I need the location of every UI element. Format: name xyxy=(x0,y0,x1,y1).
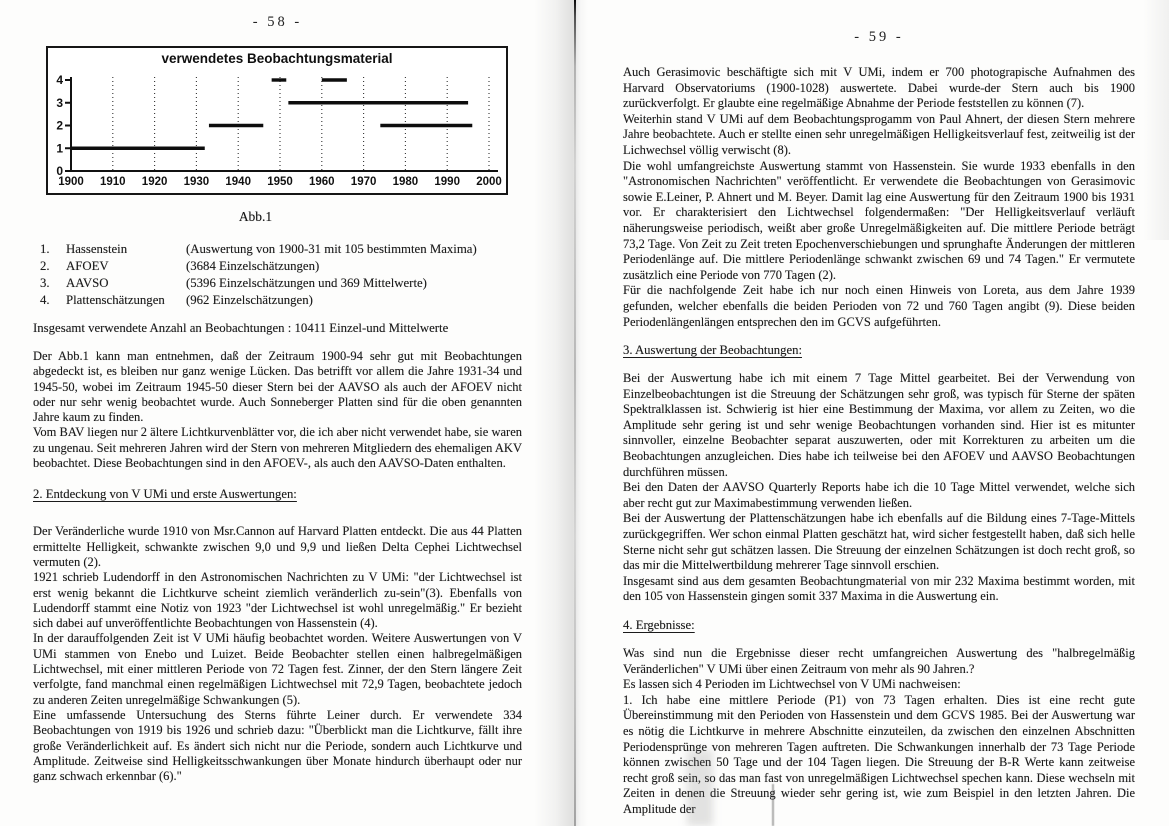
paragraph: Der Veränderliche wurde 1910 von Msr.Cannon auf Harvard Platten entdeckt. Die aus 44 Platten ermittelte Helligkeit, schwankte zwischen 9,0 und 9,9 und ließen Delta Cephei Lichtwechsel vermuten (2). xyxy=(33,524,522,569)
paragraph: 1. Ich habe eine mittlere Periode (P1) von 73 Tagen erhalten. Dies ist eine recht gute Übereinstimmung mit den Perioden von Hassenstein und dem GCVS 1985. Bei der Auswertung war es nötig die Lichtkurve in mehrere Abschnitte einzuteilen, da zwischen den einzelnen Abschnitten Periodensprünge von mehreren Tagen auftreten. Die Schwankungen innerhalb der 73 Tage Periode können zwischen 50 Tage und der 104 Tagen liegen. Die Streuung der B-R Werte kann zeitweise recht groß sein, so das man fast von unregelmäßigen Lichtwechsel spechen kann. Diese wechseln mit Zeiten in denen die Streuung wieder sehr gering ist, wie zum Beispiel in den letzten Jahren. Die Amplitude der xyxy=(623,692,1135,816)
scan-edge-shade xyxy=(1143,0,1169,240)
svg-text:2: 2 xyxy=(56,118,63,133)
section-4-heading: 4. Ergebnisse: xyxy=(623,618,695,632)
svg-text:1940: 1940 xyxy=(225,176,251,188)
paragraph: Die wohl umfangreichste Auswertung stammt von Hassenstein. Sie wurde 1933 ebenfalls in den "Astronomischen Nachrichten" veröffentlicht. Er verwendete die Beobachtungen von Gerasimovic sowie E.Leiner, P. Ahnert und M. Beyer. Damit lag eine Auswertung für den Zeitraum 1900 bis 1931 vor. Er charakterisiert den Lichtwechsel folgendermaßen: "Der Helligkeitsverlauf verläuft näherungsweise periodisch, weißt aber große Unregelmäßigkeiten auf. Die mittlere Periode beträgt 73,2 Tage. Von Zeit zu Zeit treten Epochenverschiebungen und sprunghafte Änderungen der mittleren Periodenlänge auf. Die mittlere Periodenlänge schwankt zwischen 69 und 74 Tagen." Er vermutete zusätzlich eine Periode von 770 Tagen (2). xyxy=(623,158,1135,282)
left-paragraph-block-1 xyxy=(33,349,522,471)
chart-title: verwendetes Beobachtungsmaterial xyxy=(161,51,393,66)
figure-abb1-chart xyxy=(46,46,508,195)
section-2-heading: 2. Entdeckung von V UMi und erste Auswertungen: xyxy=(33,487,297,502)
observations-total-line: Insgesamt verwendete Anzahl an Beobachtungen : 10411 Einzel-und Mittelwerte xyxy=(33,321,449,335)
chart-x-tick-labels xyxy=(58,176,502,188)
chart-y-tick-labels xyxy=(56,73,63,178)
svg-text:1950: 1950 xyxy=(267,176,293,188)
svg-text:1920: 1920 xyxy=(141,176,168,188)
legend-number: 4. xyxy=(40,293,50,307)
legend-description: (962 Einzelschätzungen) xyxy=(186,293,313,307)
section-3-heading: 3. Auswertung der Beobachtungen: xyxy=(623,343,802,358)
svg-text:1930: 1930 xyxy=(183,176,210,188)
svg-text:1970: 1970 xyxy=(350,176,377,188)
page-number-left: - 58 - xyxy=(252,14,303,30)
legend-source: AAVSO xyxy=(66,276,109,290)
svg-text:1980: 1980 xyxy=(392,176,419,188)
figure-legend-list xyxy=(33,241,522,309)
right-paragraph-block-3 xyxy=(623,646,1135,818)
paragraph: Was sind nun die Ergebnisse dieser recht umfangreichen Auswertung des "halbregelmäßig Veränderlichen" V UMi über einen Zeitraum von mehr als 90 Jahren.? xyxy=(623,646,1135,676)
svg-text:1960: 1960 xyxy=(309,176,335,188)
right-paragraph-block-2 xyxy=(623,371,1135,605)
paragraph: Bei der Auswertung habe ich mit einem 7 Tage Mittel gearbeitet. Bei der Verwendung von Einzelbeobachtungen ist die Streuung der Schätzungen sehr groß, was typisch für Sterne der späten Spektralklassen ist. Schwierig ist hier eine Bestimmung der Maxima, vor allem zu Zeiten, wo die Amplitude sehr gering ist und sehr wenige Beobachtungen vorhanden sind. Hier ist es mitunter sinnvoller, einzelne Beobachter separat auszuwerten, oder mit Korrekturen zu arbeiten um die Beobachtungen anzugleichen. Dies habe ich teilweise bei den AFOEV und AAVSO Beobachtungen durchführen müssen. xyxy=(623,371,1135,479)
right-paragraph-block-1 xyxy=(623,65,1135,330)
page-number-right: - 59 - xyxy=(854,29,904,45)
paragraph: Auch Gerasimovic beschäftigte sich mit V UMi, indem er 700 photograpische Aufnahmen des Harvard Observatoriums (1900-1028) auswertete. Dabei wurde-der Stern auch bis 1900 zurückverfolgt. Er glaubte eine regelmäßige Abnahme der Periode feststellen zu können (7). xyxy=(623,65,1135,111)
paragraph: Bei der Auswertung der Plattenschätzungen habe ich ebenfalls auf die Bildung eines 7-Tage-Mittels zurückgegriffen. Wer schon einmal Platten geschätzt hat, wird sicher festgestellt haben, daß sich helle Sterne nicht sehr gut schätzen lassen. Die Streuung der einzelnen Schätzungen ist doch recht groß, so das mir die Mittelwertbildung mehrerer Tage sinnvoll erschien. xyxy=(623,511,1135,573)
page-58 xyxy=(33,0,522,784)
svg-text:1910: 1910 xyxy=(100,176,126,188)
paragraph: Weiterhin stand V UMi auf dem Beobachtungsprogamm von Paul Ahnert, der diesen Stern mehrere Jahre beobachtete. Auch er stellte einen sehr unregelmäßigen Helligkeitsverlauf fest, zeitweilig ist der Lichwechsel völlig verwischt (8). xyxy=(623,111,1135,157)
legend-description: (3684 Einzelschätzungen) xyxy=(186,259,320,273)
legend-number: 2. xyxy=(40,259,50,273)
paragraph: Für die nachfolgende Zeit habe ich nur noch einen Hinweis von Loreta, aus dem Jahre 1939 gefunden, welcher ebenfalls die beiden Perioden von 72 und 760 Tagen angibt (9). Diese beiden Periodenlängenlängen entsprechen den im GCVS aufgeführten. xyxy=(623,283,1135,329)
page-fold-line xyxy=(574,0,576,826)
paragraph: Bei den Daten der AAVSO Quarterly Reports habe ich die 10 Tage Mittel verwendet, welche sich aber recht gut zur Maximabestimmung verwenden ließen. xyxy=(623,480,1135,510)
svg-text:2000: 2000 xyxy=(476,176,502,188)
page-59 xyxy=(623,0,1135,818)
svg-text:1990: 1990 xyxy=(434,176,460,188)
legend-source: AFOEV xyxy=(66,259,109,273)
legend-source: Hassenstein xyxy=(66,242,128,256)
legend-source: Plattenschätzungen xyxy=(66,293,165,307)
legend-item xyxy=(33,258,522,275)
legend-item xyxy=(33,275,522,292)
svg-text:4: 4 xyxy=(56,73,63,87)
paragraph: Eine umfassende Untersuchung des Sterns führte Leiner durch. Er verwendete 334 Beobachtungen von 1919 bis 1926 und schrieb dazu: "Überblickt man die Lichtkurve, fällt ihre große Veränderlichkeit auf. Es ändert sich nicht nur die Periode, sondern auch Lichtkurve und Amplitude. Zeitweise sind Helligkeitsschwankungen über Monate hindurch überhaupt oder nur ganz schwach erkennbar (6)." xyxy=(33,707,522,784)
legend-description: (5396 Einzelschätzungen und 369 Mittelwerte) xyxy=(186,276,427,290)
legend-number: 3. xyxy=(40,276,50,290)
svg-text:1: 1 xyxy=(56,141,63,156)
chart-plot-area xyxy=(48,48,506,193)
svg-text:0: 0 xyxy=(56,164,63,178)
paragraph: 1921 schrieb Ludendorff in den Astronomischen Nachrichten zu V UMi: "der Lichtwechsel ist erst wenig bekannt die Lichtkurve scheint ziemlich veränderlich zu-sein"(3). Ebenfalls von Ludendorff stammt eine Notiz von 1923 "der Lichtwechsel ist wohl unregelmäßig." Er bezieht sich dabei auf unveröffentlichte Beobachtungen von Hassenstein (4). xyxy=(33,570,522,631)
legend-item xyxy=(33,292,522,309)
svg-text:3: 3 xyxy=(56,95,63,110)
chart-series-segments xyxy=(71,80,472,148)
left-paragraph-block-2 xyxy=(33,524,522,784)
paragraph: Der Abb.1 kann man entnehmen, daß der Zeitraum 1900-94 sehr gut mit Beobachtungen abgedeckt ist, es bleiben nur ganz wenige Lücken. Das betrifft vor allem die Jahre 1931-34 und 1945-50, wobei im Zeitraum 1945-50 dieser Stern bei der AAVSO als auch der AFOEV nicht oder nur sehr wenig beobachtet wurde. Auch Sonneberger Platten sind für die oben genannten Jahre kaum zu finden. xyxy=(33,349,522,425)
svg-text:1900: 1900 xyxy=(58,176,84,188)
legend-number: 1. xyxy=(40,242,50,256)
page-fold-shadow xyxy=(534,0,588,826)
legend-item xyxy=(33,241,522,258)
paragraph: Vom BAV liegen nur 2 ältere Lichtkurvenblätter vor, die ich aber nicht verwendet habe, sie waren zu ungenau. Seit mehreren Jahren wird der Stern von mehreren Mitgliedern des ehemaligen AKV beobachtet. Diese Beobachtungen sind in den AFOEV-, als auch den AAVSO-Daten enthalten. xyxy=(33,425,522,471)
paragraph: In der darauffolgenden Zeit ist V UMi häufig beobachtet worden. Weitere Auswertungen von V UMi stammen von Enebo und Luizet. Beide Beobachter stellen einen halbregelmäßigen Lichtwechsel, mit einer mittleren Periode von 72 Tagen fest. Zinner, der den Stern längere Zeit verfolgte, fand manchmal einen regelmäßigen Lichtwechsel mit 72,9 Tagen, beobachtete jedoch zu anderen Zeiten unregelmäßige Schwankungen (5). xyxy=(33,631,522,707)
figure-caption: Abb.1 xyxy=(238,209,273,224)
legend-description: (Auswertung von 1900-31 mit 105 bestimmten Maxima) xyxy=(186,242,477,256)
paragraph: Insgesamt sind aus dem gesamten Beobachtungmaterial von mir 232 Maxima bestimmt worden, mit den 105 von Hassenstein gingen somit 337 Maxima in die Auswertung ein. xyxy=(623,573,1135,604)
paragraph: Es lassen sich 4 Perioden im Lichtwechsel von V UMi nachweisen: xyxy=(623,677,961,692)
